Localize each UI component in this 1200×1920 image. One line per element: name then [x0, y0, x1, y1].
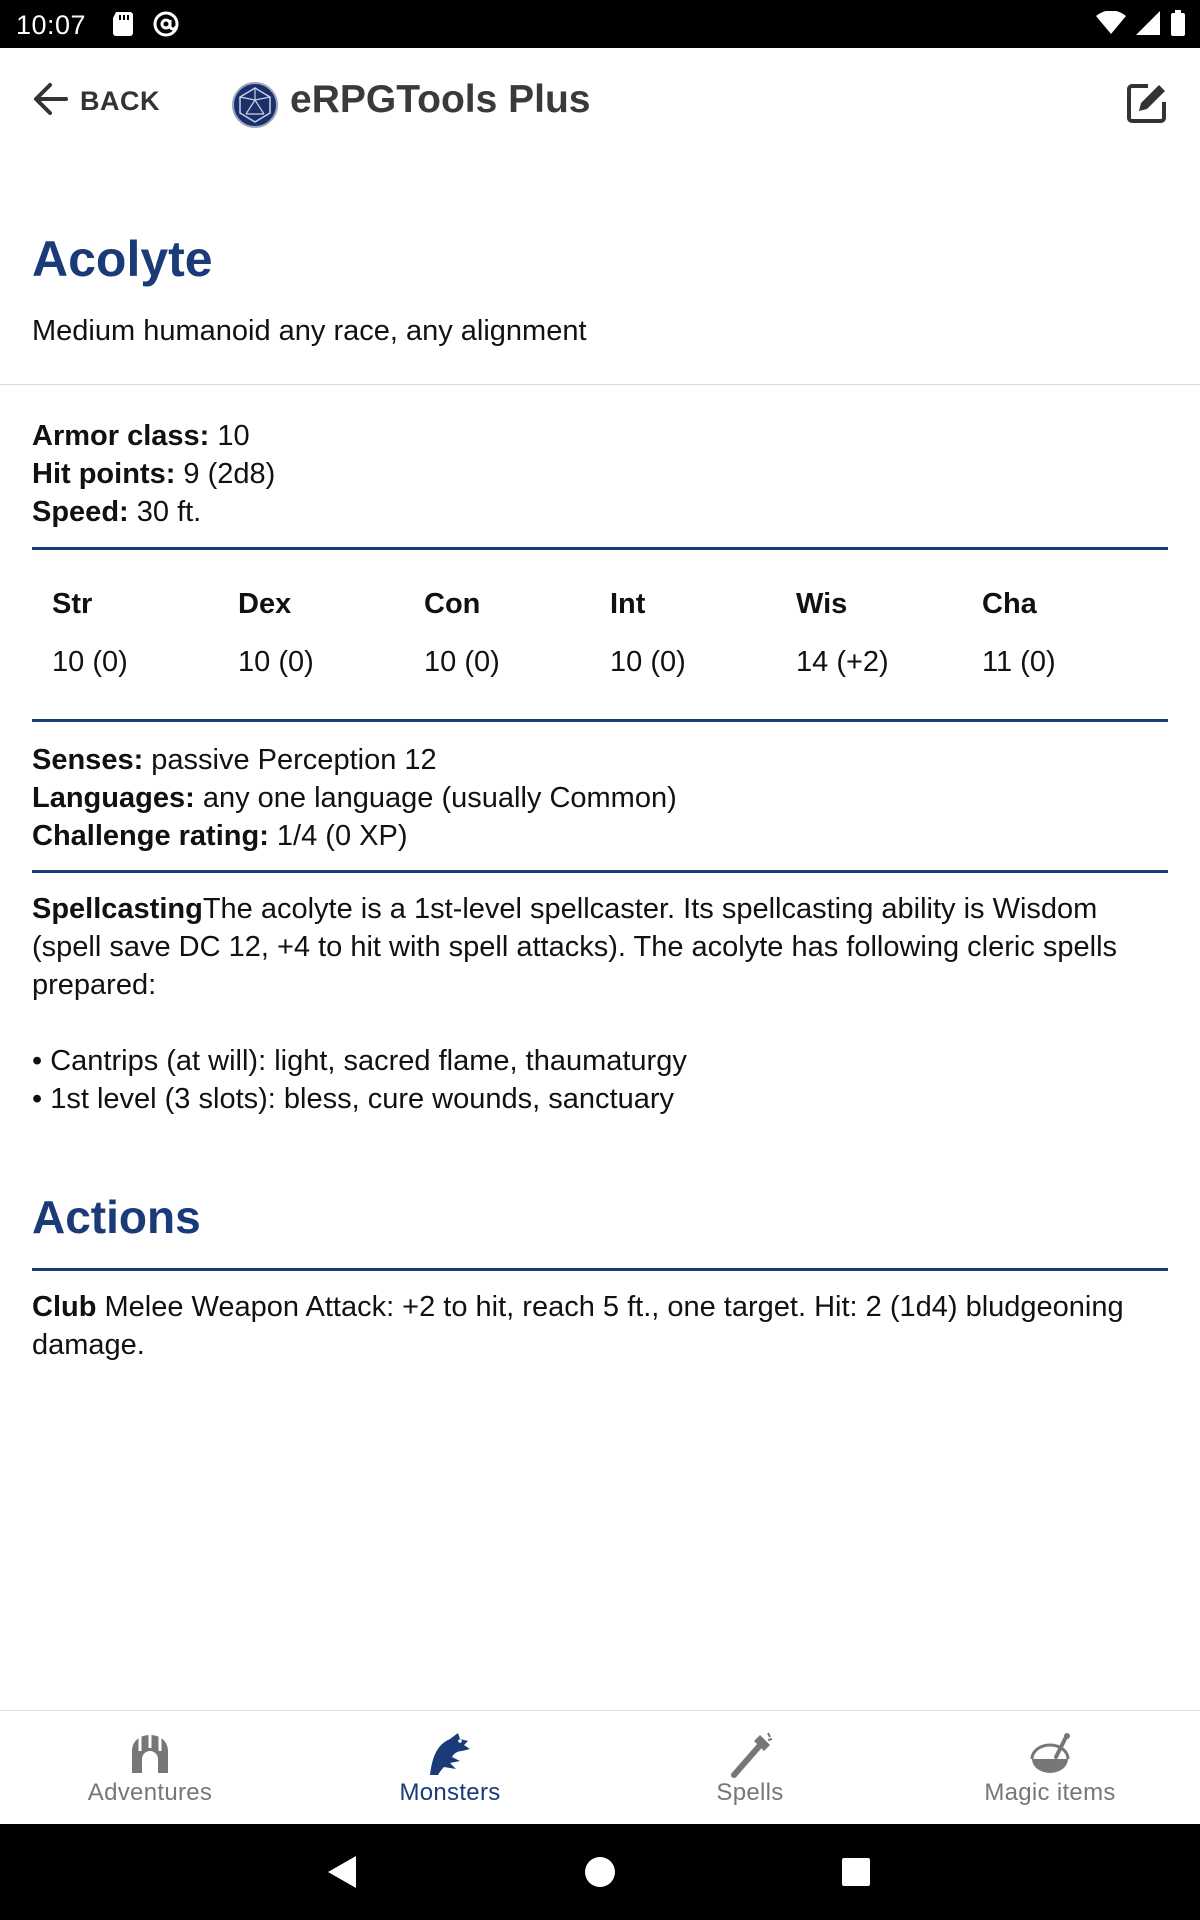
spellcasting-trait	[32, 890, 1152, 1118]
wand-icon	[726, 1731, 774, 1779]
system-navigation-bar	[0, 1824, 1200, 1920]
nav-label: Spells	[716, 1779, 784, 1806]
languages-value: any one language (usually Common)	[202, 782, 677, 814]
app-title: eRPGTools Plus	[290, 78, 591, 121]
ability-name: Wis	[796, 588, 848, 620]
status-time: 10:07	[16, 10, 87, 40]
challenge-label: Challenge rating:	[32, 820, 269, 852]
senses-row	[32, 741, 677, 779]
ability-name: Dex	[238, 588, 292, 620]
ability-value: 10 (0)	[424, 646, 500, 678]
nav-label: Adventures	[87, 1779, 213, 1806]
ability-name: Cha	[982, 588, 1037, 620]
edit-icon[interactable]	[1126, 82, 1168, 129]
spell-list-item: • 1st level (3 slots): bless, cure wounds, sanctuary	[32, 1083, 674, 1115]
ability-str	[52, 588, 238, 678]
hit-points-label: Hit points:	[32, 458, 176, 490]
section-divider	[32, 547, 1168, 550]
status-bar	[0, 0, 1200, 48]
languages-row	[32, 779, 677, 817]
spellcasting-text: The acolyte is a 1st-level spellcaster. Its spellcasting ability is Wisdom (spell save DC 12, +4 to hit with spell attacks). The acolyte has following cleric spells prepared:	[32, 893, 1118, 1001]
ability-cha	[982, 588, 1168, 678]
nav-spells[interactable]	[600, 1711, 900, 1825]
monster-type-line: Medium humanoid any race, any alignment	[32, 315, 587, 347]
back-button[interactable]	[32, 82, 160, 121]
extra-stats	[32, 741, 677, 855]
ability-name: Int	[610, 588, 646, 620]
sd-card-icon	[112, 12, 134, 41]
monster-name: Acolyte	[32, 231, 213, 287]
ability-int	[610, 588, 796, 678]
section-divider	[32, 1268, 1168, 1271]
armor-class-value: 10	[217, 420, 250, 452]
basic-stats	[32, 417, 275, 531]
ability-dex	[238, 588, 424, 678]
wifi-icon	[1096, 11, 1126, 40]
back-label: BACK	[80, 86, 160, 116]
cell-signal-icon	[1136, 11, 1160, 40]
arrow-left-icon	[32, 82, 68, 121]
senses-value: passive Perception 12	[151, 744, 437, 776]
app-bar	[0, 48, 1200, 158]
battery-icon	[1170, 10, 1186, 41]
nav-label: Monsters	[399, 1779, 501, 1806]
spell-list-item: • Cantrips (at will): light, sacred flame, thaumaturgy	[32, 1045, 687, 1077]
nav-label: Magic items	[984, 1779, 1116, 1806]
challenge-row	[32, 817, 677, 855]
armor-class-row	[32, 417, 275, 455]
action-club	[32, 1288, 1152, 1364]
ability-name: Str	[52, 588, 93, 620]
divider	[0, 384, 1200, 385]
action-name: Club	[32, 1291, 97, 1323]
ability-value: 11 (0)	[982, 646, 1056, 678]
spellcasting-title: Spellcasting	[32, 893, 203, 925]
action-text: Melee Weapon Attack: +2 to hit, reach 5 ft., one target. Hit: 2 (1d4) bludgeoning damage.	[32, 1291, 1124, 1361]
ability-value: 10 (0)	[610, 646, 686, 678]
speed-row	[32, 493, 275, 531]
recents-square-icon[interactable]	[840, 1854, 872, 1895]
d20-logo-icon	[232, 82, 278, 128]
ability-value: 14 (+2)	[796, 646, 889, 678]
senses-label: Senses:	[32, 744, 144, 776]
actions-heading: Actions	[32, 1191, 201, 1243]
ability-con	[424, 588, 610, 678]
home-circle-icon[interactable]	[584, 1854, 616, 1895]
potion-icon	[1026, 1731, 1074, 1779]
dragon-icon	[426, 1731, 474, 1779]
ability-value: 10 (0)	[238, 646, 314, 678]
nav-monsters[interactable]	[300, 1711, 600, 1825]
armor-class-label: Armor class:	[32, 420, 210, 452]
hit-points-row	[32, 455, 275, 493]
bottom-navigation	[0, 1710, 1200, 1825]
speed-value: 30 ft.	[136, 496, 202, 528]
speed-label: Speed:	[32, 496, 129, 528]
ability-value: 10 (0)	[52, 646, 128, 678]
section-divider	[32, 719, 1168, 722]
at-sign-icon	[152, 10, 180, 43]
castle-icon	[126, 1731, 174, 1779]
ability-wis	[796, 588, 982, 678]
ability-name: Con	[424, 588, 481, 620]
back-triangle-icon[interactable]	[326, 1854, 358, 1895]
nav-magic-items[interactable]	[900, 1711, 1200, 1825]
hit-points-value: 9 (2d8)	[183, 458, 276, 490]
nav-adventures[interactable]	[0, 1711, 300, 1825]
section-divider	[32, 870, 1168, 873]
languages-label: Languages:	[32, 782, 195, 814]
challenge-value: 1/4 (0 XP)	[276, 820, 408, 852]
